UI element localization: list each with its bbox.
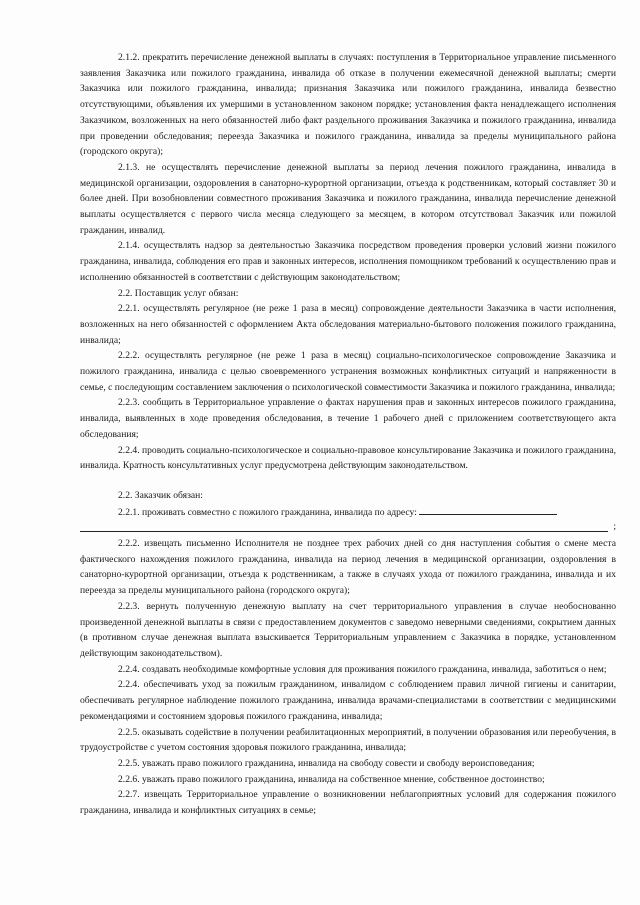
clause-2-2-2-customer: 2.2.2. извещать письменно Исполнителя не позднее трех рабочих дней со дня наступления события о смене места фактического нахождения пожилого гражданина, инвалида на период лечения в медицинской организации, оздоровления в санаторно-курортной организации, отъезда к родственникам, а также в случаях ухода от пожилого гражданина, инвалида и их переезда за пределы муниципального района (городского округа); [80, 538, 616, 597]
clause-2-2-5b-customer: 2.2.5. уважать право пожилого гражданина, инвалида на свободу совести и свободу вероисповедания; [118, 757, 535, 769]
section-customer-obligations: 2.2. Заказчик обязан: [118, 489, 203, 501]
line-end-mark: ; [613, 521, 616, 533]
clause-2-2-1-address [80, 504, 616, 521]
section-provider-obligations: 2.2. Поставщик услуг обязан: [118, 287, 239, 299]
clause-2-2-4-customer: 2.2.4. создавать необходимые комфортные условия для проживания пожилого гражданина, инвалида, заботиться о нем; [118, 663, 607, 675]
clause-2-2-5-customer: 2.2.5. оказывать содействие в получении реабилитационных мероприятий, в получении образования или переобучения, в трудоустройстве с учетом состояния здоровья пожилого гражданина, инвалида; [80, 726, 616, 754]
clause-2-1-3: 2.1.3. не осуществлять перечисление денежной выплаты за период лечения пожилого гражданина, инвалида в медицинской организации, оздоровления в санаторно-курортной организации, отъезда к родственникам, который составляет 30 и более дней. При возобновлении совместного проживания Заказчика и пожилого гражданина, инвалида перечисление денежной выплаты осуществляется с первого числа месяца следующего за месяцем, в котором отсутствовал Заказчик или пожилой гражданин, инвалид. [80, 161, 616, 236]
address-label: 2.2.1. проживать совместно с пожилого гражданина, инвалида по адресу: [118, 506, 417, 518]
clause-2-2-4b-customer: 2.2.4. обеспечивать уход за пожилым гражданином, инвалидом с соблюдением правил личной гигиены и санитарии, обеспечивать регулярное наблюдение пожилого гражданина, инвалида врачами-специалистами в соответствии с медицинскими рекомендациями и состоянием здоровья пожилого гражданина, инвалида; [80, 679, 616, 722]
clause-2-2-2: 2.2.2. осуществлять регулярное (не реже 1 раза в месяц) социально-психологическое сопровождение Заказчика и пожилого гражданина, инвалида с целью своевременного устранения возможных конфликтных ситуаций и напряженности в семье, с последующим составлением заключения о психологической совместимости Заказчика и пожилого гражданина, инвалида; [80, 350, 616, 393]
clause-2-2-3-customer: 2.2.3. вернуть полученную денежную выплату на счет территориального управления в случае необоснованно произведенной денежной выплаты в связи с предоставлением документов с заведомо неверными сведениями, сокрытием данных (в противном случае денежная выплата взыскивается Территориальным управлением с Заказчика в порядке, установленном действующим законодательством). [80, 600, 616, 659]
clause-2-2-3: 2.2.3. сообщить в Территориальное управление о фактах нарушения прав и законных интересов пожилого гражданина, инвалида, выявленных в ходе проведения обследования, в течение 1 рабочего дней с приложением соответствующего акта обследования; [80, 397, 616, 440]
address-blank-line [419, 504, 557, 515]
clause-2-1-2: 2.1.2. прекратить перечисление денежной выплаты в случаях: поступления в Территориальное управление письменного заявления Заказчика или пожилого гражданина, инвалида об отказе в получении ежемесячной денежной выплаты; смерти Заказчика или пожилого гражданина, инвалида; признания Заказчика или пожилого гражданина, инвалида безвестно отсутствующими, объявления их умершими в установленном законом порядке; установления факта ненадлежащего исполнения Заказчиком, возложенных на него обязанностей либо факт раздельного проживания Заказчика и пожилого гражданина, инвалида при проведении обследования; переезда Заказчика и пожилого гражданина, инвалида за пределы муниципального района (городского округа); [80, 52, 616, 158]
blank-rule [80, 531, 608, 532]
clause-2-1-4: 2.1.4. осуществлять надзор за деятельностью Заказчика посредством проведения проверки условий жизни пожилого гражданина, инвалида, соблюдения его прав и законных интересов, исполнения помощником требований к осуществлению прав и исполнению обязанностей в соответствии с действующим законодательством; [80, 240, 616, 283]
address-continuation-line [80, 520, 616, 536]
clause-2-2-6-customer: 2.2.6. уважать право пожилого гражданина, инвалида на собственное мнение, собственное достоинство; [118, 773, 545, 785]
clause-2-2-4: 2.2.4. проводить социально-психологическое и социально-правовое консультирование Заказчика и пожилого гражданина, инвалида. Кратность консультативных услуг предусмотрена действующим законодательством. [80, 444, 616, 472]
clause-2-2-1: 2.2.1. осуществлять регулярное (не реже 1 раза в месяц) сопровождение деятельности Заказчика в части исполнения, возложенных на него обязанностей с оформлением Акта обследования материально-бытового положения пожилого гражданина, инвалида; [80, 303, 616, 346]
document-body [80, 50, 616, 819]
clause-2-2-7-customer: 2.2.7. извещать Территориальное управление о возникновении неблагоприятных условий для содержания пожилого гражданина, инвалида и конфликтных ситуациях в семье; [80, 789, 616, 817]
